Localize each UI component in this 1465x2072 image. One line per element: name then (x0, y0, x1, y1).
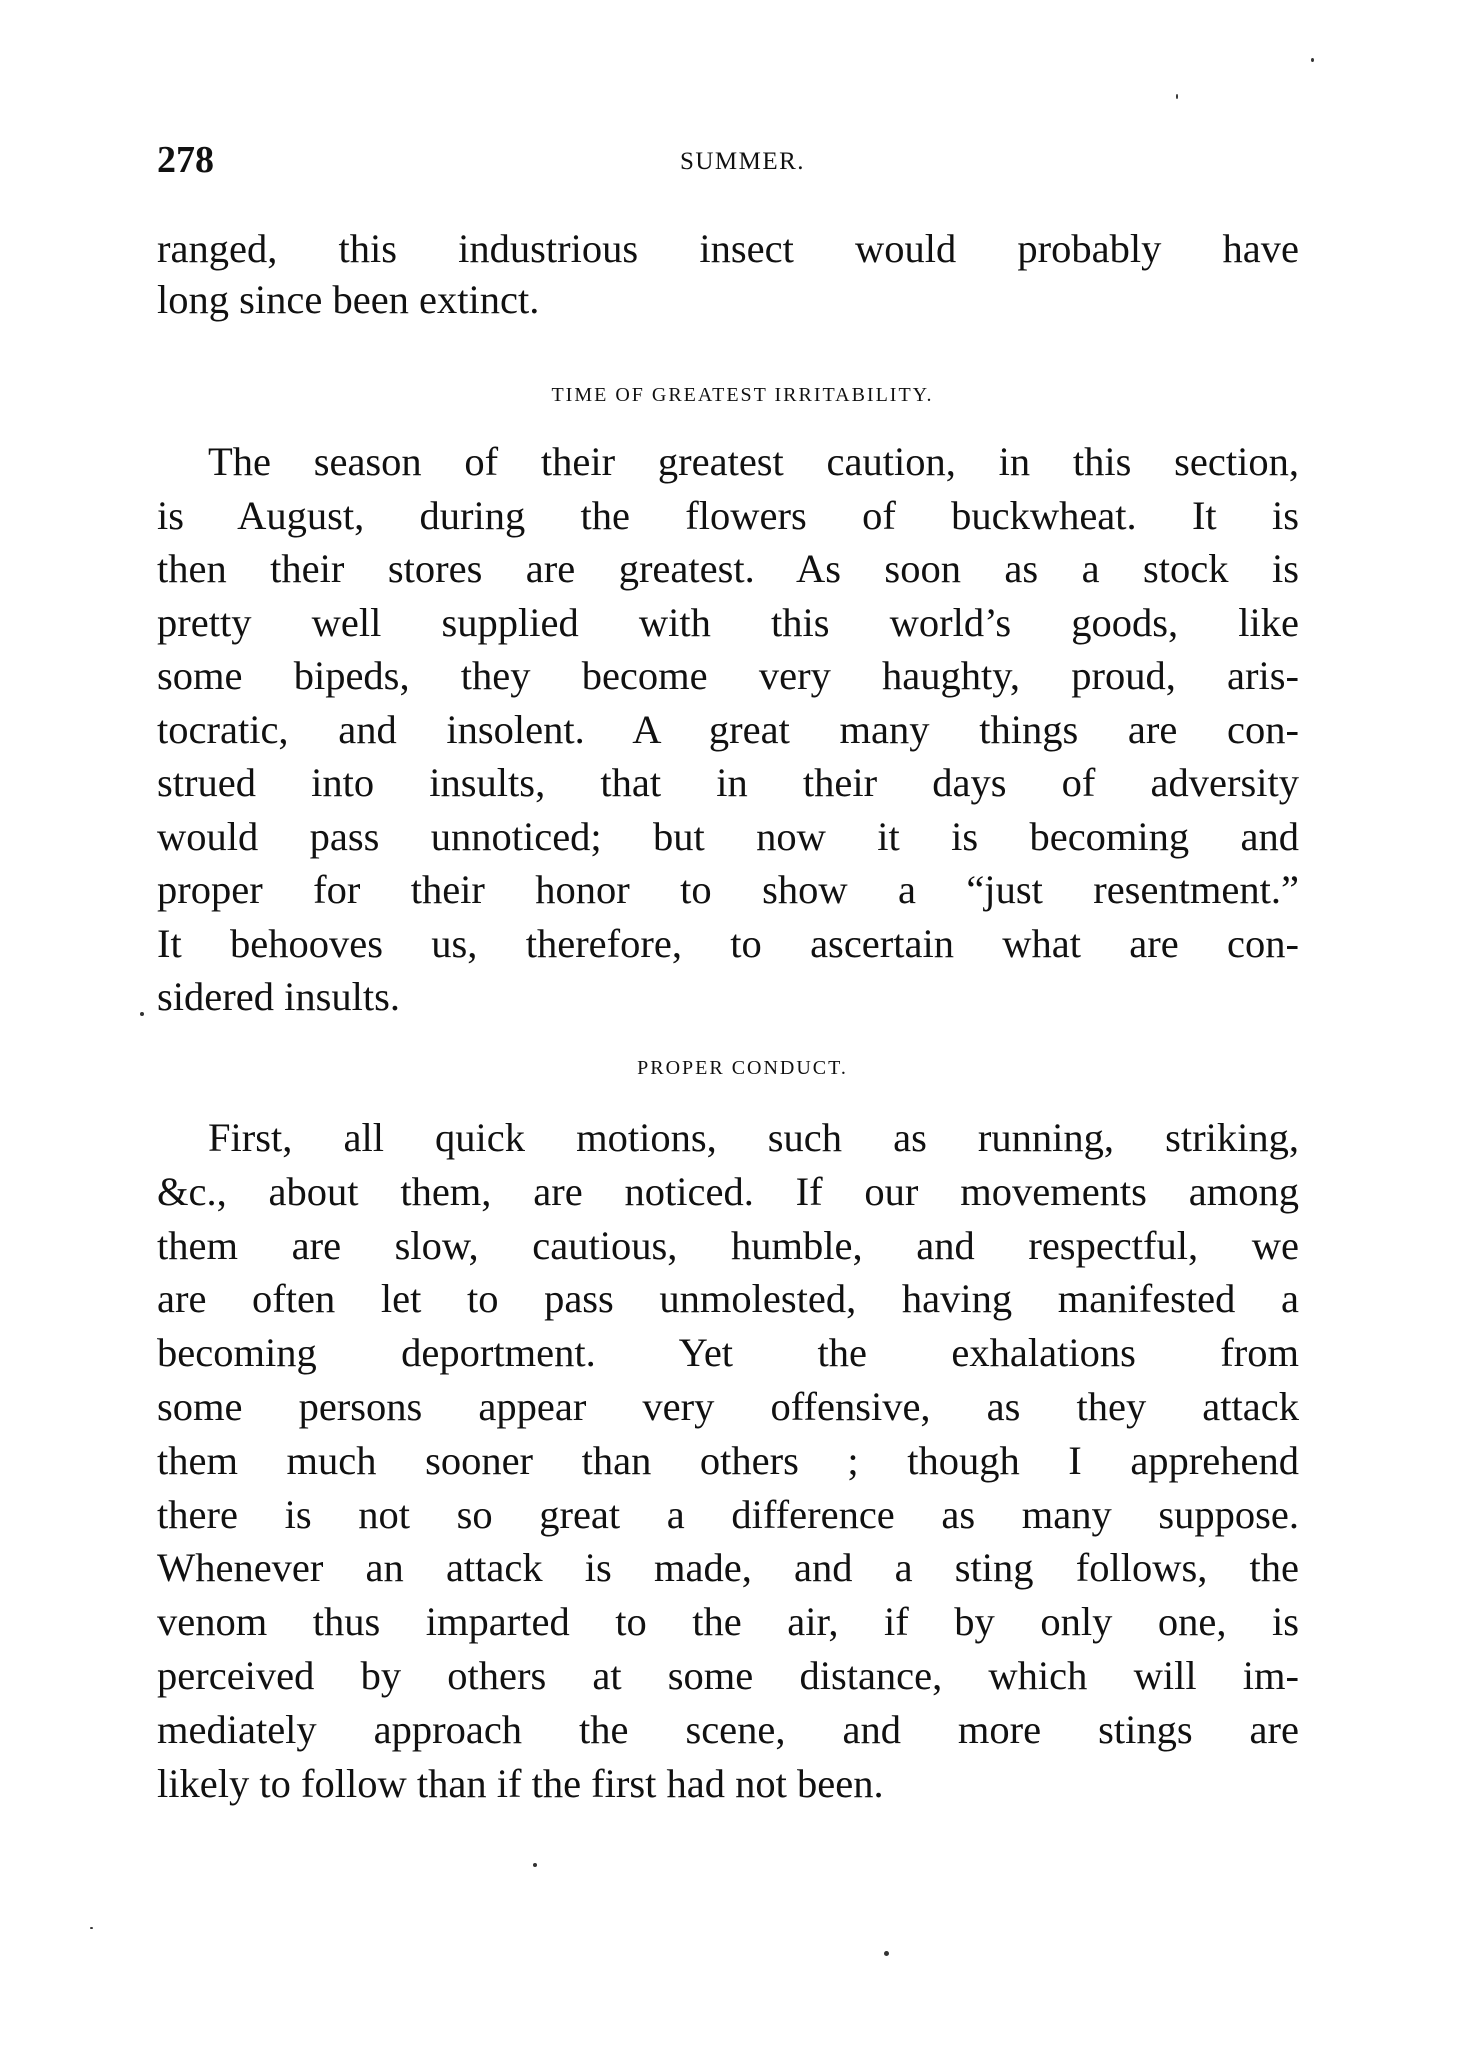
text-line: tocratic, and insolent. A great many things are con- (157, 706, 1299, 752)
text-line: then their stores are greatest. As soon as a stock is (157, 546, 1299, 591)
scan-speck (533, 1863, 537, 1867)
text-line: mediately approach the scene, and more stings are (157, 1706, 1299, 1752)
text-line: some bipeds, they become very haughty, proud, aris- (157, 653, 1299, 698)
scan-speck (90, 1927, 93, 1929)
text-line: proper for their honor to show a “just resentment.” (157, 867, 1299, 912)
text-line: some persons appear very offensive, as they attack (157, 1384, 1299, 1429)
text-line: ranged, this industrious insect would probably have (157, 226, 1299, 271)
text-line: is August, during the flowers of buckwheat. It is (157, 492, 1299, 538)
text-line: First, all quick motions, such as running, striking, (208, 1115, 1299, 1160)
text-line: are often let to pass unmolested, having manifested a (157, 1276, 1299, 1322)
text-line: venom thus imparted to the air, if by only one, is (157, 1599, 1299, 1645)
text-line: strued into insults, that in their days of adversity (157, 760, 1299, 805)
scan-speck (884, 1951, 889, 1956)
text-line: sidered insults. (157, 974, 400, 1019)
text-line: long since been extinct. (157, 277, 540, 322)
section-heading: PROPER CONDUCT. (637, 1057, 848, 1079)
page-number: 278 (157, 139, 214, 181)
text-line: pretty well supplied with this world’s goods, like (157, 599, 1299, 645)
text-line: them much sooner than others ; though I apprehend (157, 1437, 1299, 1483)
text-line: Whenever an attack is made, and a sting follows, the (157, 1545, 1299, 1591)
text-line: likely to follow than if the first had not been. (157, 1760, 884, 1806)
text-line: &c., about them, are noticed. If our movements among (157, 1168, 1299, 1214)
scan-speck (1176, 94, 1178, 99)
text-line: perceived by others at some distance, which will im- (157, 1653, 1299, 1698)
text-line: It behooves us, therefore, to ascertain what are con- (157, 920, 1299, 966)
running-title: SUMMER. (679, 148, 806, 175)
text-line: there is not so great a difference as many suppose. (157, 1491, 1299, 1537)
section-heading: TIME OF GREATEST IRRITABILITY. (551, 384, 934, 406)
text-line: The season of their greatest caution, in this section, (208, 439, 1299, 484)
scan-speck (1311, 58, 1314, 62)
scan-speck (140, 1012, 144, 1016)
text-line: them are slow, cautious, humble, and respectful, we (157, 1222, 1299, 1268)
text-line: becoming deportment. Yet the exhalations from (157, 1330, 1299, 1376)
text-line: would pass unnoticed; but now it is becoming and (157, 813, 1299, 859)
